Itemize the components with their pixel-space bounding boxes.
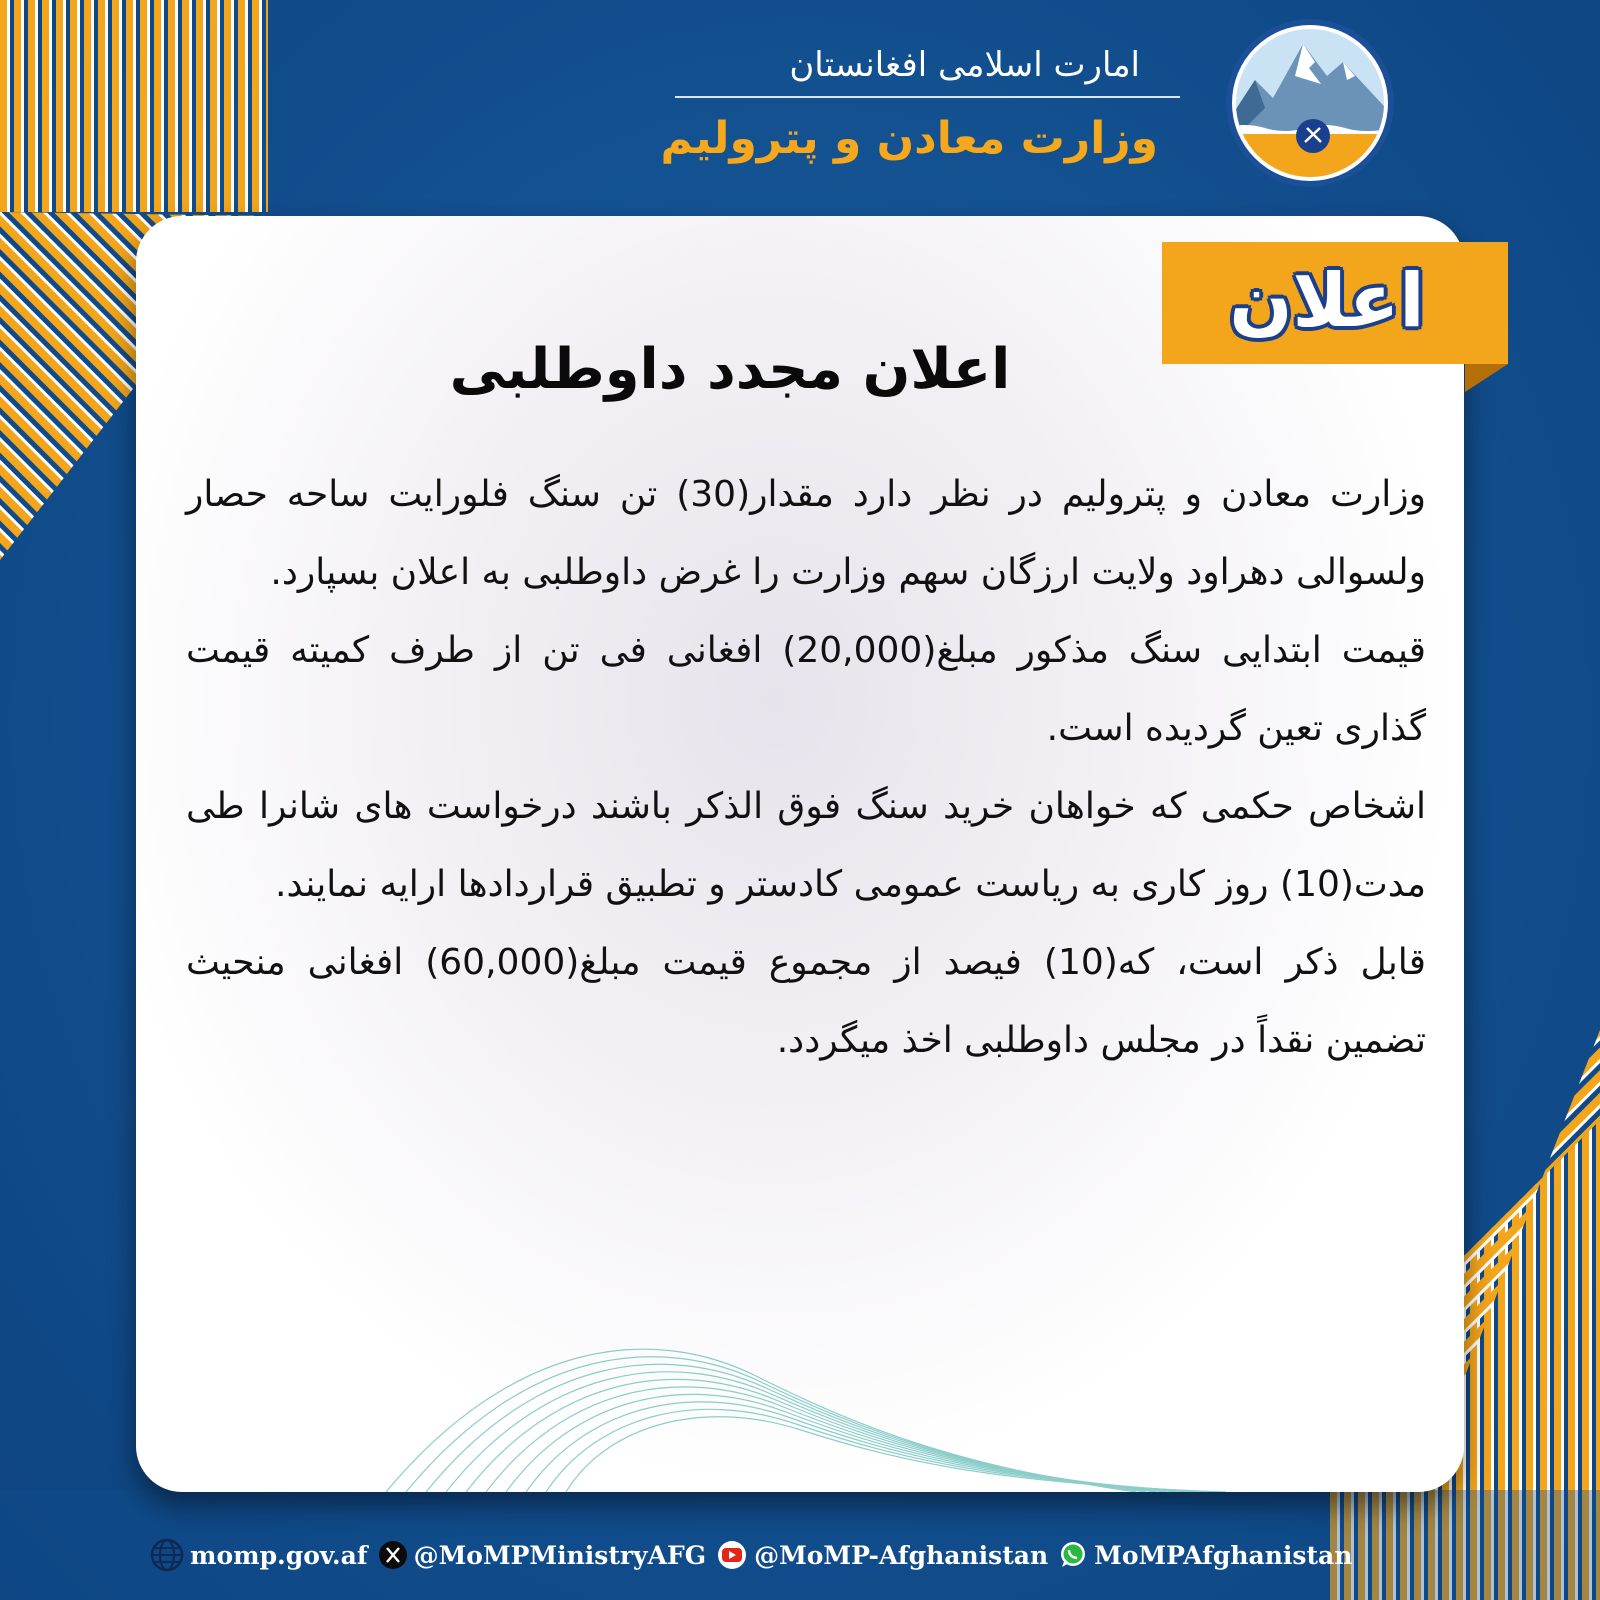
youtube-handle: @MoMP-Afghanistan (754, 1540, 1049, 1570)
header-divider (675, 96, 1180, 98)
ministry-name: وزارت معادن و پترولیم (660, 113, 1158, 164)
paragraph: قابل ذکر است، که(10) فیصد از مجموع قیمت مبلغ(60,000) افغانی منحیث تضمین نقداً در مجلس داوطلبی اخذ میگردد. (186, 942, 1426, 1061)
emirate-name: امارت اسلامی افغانستان (789, 45, 1140, 85)
youtube-link[interactable] (716, 1540, 1048, 1570)
youtube-icon (716, 1540, 748, 1570)
twitter-link[interactable] (378, 1540, 706, 1570)
x-logo-icon (378, 1540, 408, 1570)
website-link[interactable] (150, 1538, 368, 1572)
paragraph: قیمت ابتدایی سنگ مذکور مبلغ(20,000) افغانی فی تن از طرف کمیته قیمت گذاری تعین گردیده است. (186, 630, 1426, 749)
ministry-logo (1225, 18, 1395, 188)
announcement-badge (1162, 242, 1508, 364)
website-text: momp.gov.af (190, 1540, 368, 1570)
announcement-body (186, 456, 1426, 1080)
whatsapp-handle: MoMPAfghanistan (1094, 1540, 1353, 1570)
header (660, 40, 1180, 174)
paragraph: وزارت معادن و پترولیم در نظر دارد مقدار(30) تن سنگ فلورایت ساحه حصار ولسوالی دهراود ولایت ارزگان سهم وزارت را غرض داوطلبی به اعلان بسپارد. (186, 474, 1426, 593)
paragraph: اشخاص حکمی که خواهان خرید سنگ فوق الذکر باشند درخواست های شانرا طی مدت(10) روز کاری به ریاست عمومی کادستر و تطبیق قراردادها ارایه نمایند. (186, 786, 1426, 905)
whatsapp-icon (1058, 1540, 1088, 1570)
badge-label: اعلان (1229, 258, 1425, 344)
globe-icon (150, 1538, 184, 1572)
badge-fold (1465, 364, 1508, 392)
whatsapp-link[interactable] (1058, 1540, 1352, 1570)
announcement-title: اعلان مجدد داوطلبی (449, 337, 1011, 402)
footer-social-links (150, 1533, 1353, 1577)
twitter-handle: @MoMPMinistryAFG (413, 1540, 707, 1570)
